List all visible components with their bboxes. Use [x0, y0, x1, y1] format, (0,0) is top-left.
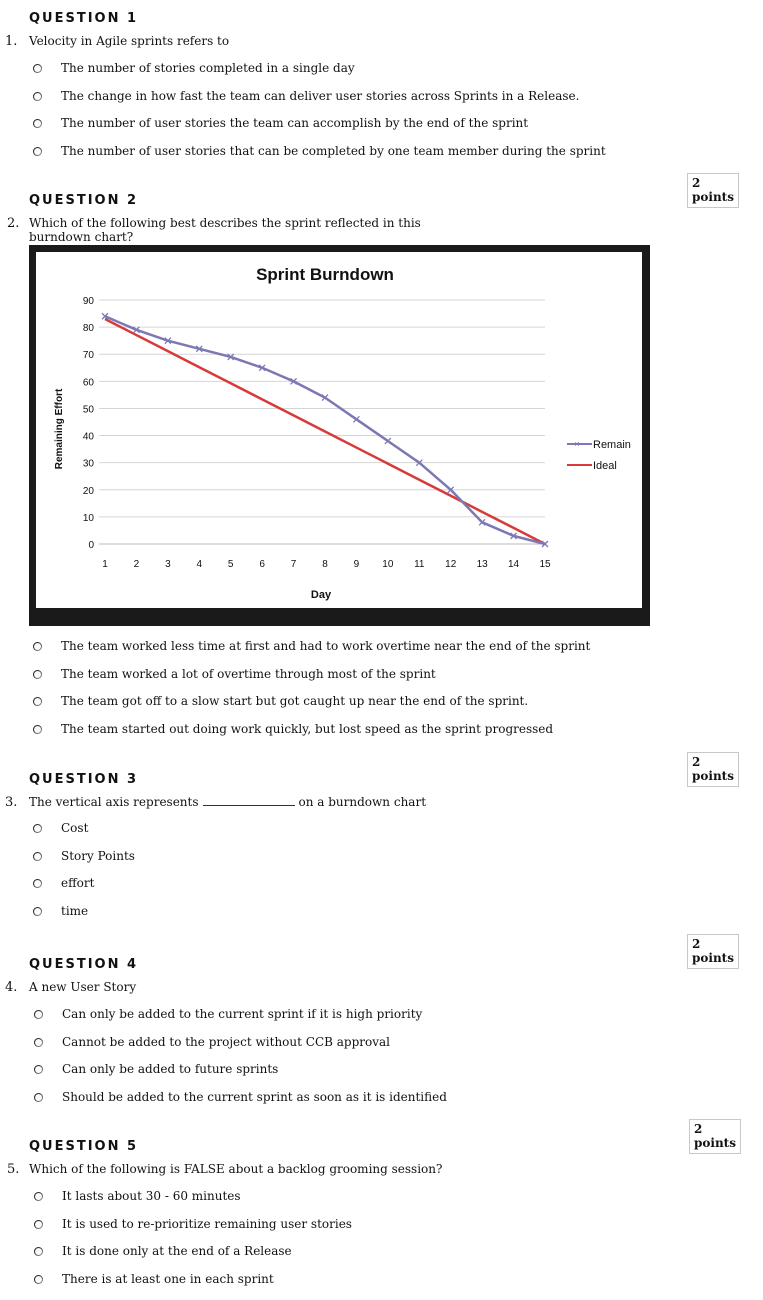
question-2-points: 2 points — [687, 752, 739, 787]
radio-button[interactable] — [33, 64, 42, 73]
question-4-text: A new User Story — [29, 980, 137, 994]
radio-button[interactable] — [34, 1275, 43, 1284]
x-tick-label: 10 — [382, 559, 394, 570]
legend-remain-marker: × — [574, 439, 580, 449]
question-2-number: 2. — [7, 216, 20, 231]
question-1-points: 2 points — [687, 173, 739, 208]
question-2-header: QUESTION 2 — [29, 193, 139, 208]
question-3-header: QUESTION 3 — [29, 772, 139, 787]
option-label: The number of user stories that can be completed by one team member during the sprint — [61, 144, 606, 158]
option-label: time — [61, 904, 89, 918]
question-5-number: 5. — [7, 1162, 20, 1177]
chart-title: Sprint Burndown — [256, 265, 394, 284]
question-5-header: QUESTION 5 — [29, 1139, 139, 1154]
option-label: The change in how fast the team can deliver user stories across Sprints in a Release. — [61, 89, 580, 103]
option-label: Cost — [61, 821, 89, 835]
question-3-text-before: The vertical axis represents — [29, 795, 199, 809]
x-tick-label: 7 — [290, 559, 297, 570]
burndown-chart-svg — [36, 252, 642, 608]
question-2-text-line-1: Which of the following best describes the sprint reflected in this — [29, 216, 421, 230]
option-label: Can only be added to the current sprint if it is high priority — [62, 1007, 423, 1021]
y-tick-label: 30 — [82, 458, 94, 470]
question-3-points: 2 points — [687, 934, 739, 969]
x-tick-label: 6 — [259, 559, 265, 570]
question-1-header: QUESTION 1 — [29, 11, 139, 26]
question-4-number: 4. — [5, 980, 18, 995]
chart-series — [102, 313, 548, 547]
option-label: Should be added to the current sprint as soon as it is identified — [62, 1090, 447, 1104]
y-tick-label: 60 — [82, 377, 94, 389]
option-label: It is done only at the end of a Release — [62, 1244, 292, 1258]
y-tick-label: 20 — [82, 485, 94, 497]
legend-remain-label: Remain — [593, 439, 631, 451]
chart-y-ticks — [83, 296, 95, 551]
question-4-header: QUESTION 4 — [29, 957, 139, 972]
chart-legend — [567, 439, 631, 472]
option-label: Cannot be added to the project without CCB approval — [62, 1035, 391, 1049]
question-5-text: Which of the following is FALSE about a backlog grooming session? — [29, 1162, 443, 1176]
radio-button[interactable] — [34, 1192, 43, 1201]
radio-button[interactable] — [33, 697, 42, 706]
y-tick-label: 0 — [88, 540, 94, 551]
option-label: It is used to re-prioritize remaining user stories — [62, 1217, 352, 1231]
radio-button[interactable] — [33, 92, 42, 101]
question-1-number: 1. — [5, 34, 18, 49]
radio-button[interactable] — [33, 642, 42, 651]
question-3-number: 3. — [5, 795, 18, 810]
y-tick-label: 70 — [82, 350, 94, 362]
y-tick-label: 40 — [82, 431, 94, 443]
radio-button[interactable] — [34, 1093, 43, 1102]
radio-button[interactable] — [34, 1220, 43, 1229]
radio-button[interactable] — [33, 824, 42, 833]
radio-button[interactable] — [33, 119, 42, 128]
question-4-points: 2 points — [689, 1119, 741, 1154]
y-tick-label: 90 — [82, 296, 94, 307]
x-tick-label: 14 — [508, 559, 520, 570]
legend-ideal-label: Ideal — [593, 460, 617, 472]
y-tick-label: 50 — [82, 404, 94, 416]
option-label: Story Points — [61, 849, 135, 863]
radio-button[interactable] — [34, 1010, 43, 1019]
radio-button[interactable] — [33, 907, 42, 916]
x-tick-label: 11 — [414, 559, 425, 570]
chart-grid — [99, 300, 545, 544]
option-label: It lasts about 30 - 60 minutes — [62, 1189, 241, 1203]
radio-button[interactable] — [34, 1038, 43, 1047]
option-label: The team got off to a slow start but got caught up near the end of the sprint. — [61, 694, 529, 708]
chart-y-axis-label: Remaining Effort — [54, 388, 65, 470]
radio-button[interactable] — [33, 852, 42, 861]
radio-button[interactable] — [33, 670, 42, 679]
x-tick-label: 4 — [196, 559, 203, 570]
option-label: The team worked less time at first and had to work overtime near the end of the sprint — [61, 639, 591, 653]
x-tick-label: 12 — [445, 559, 457, 570]
x-tick-label: 5 — [227, 559, 234, 570]
option-label: There is at least one in each sprint — [62, 1272, 274, 1286]
burndown-chart-frame — [29, 245, 650, 626]
x-tick-label: 3 — [165, 559, 171, 570]
question-1-text: Velocity in Agile sprints refers to — [29, 34, 230, 48]
answer-blank — [203, 795, 295, 806]
x-tick-label: 1 — [102, 559, 108, 570]
chart-x-axis-label: Day — [310, 589, 332, 601]
question-3-text-after: on a burndown chart — [298, 795, 427, 809]
x-tick-label: 2 — [133, 559, 140, 570]
option-label: effort — [61, 876, 95, 890]
option-label: The number of user stories the team can accomplish by the end of the sprint — [61, 116, 529, 130]
radio-button[interactable] — [33, 147, 42, 156]
question-3-text — [29, 795, 426, 809]
option-label: The team started out doing work quickly, but lost speed as the sprint progressed — [61, 722, 554, 736]
option-label: Can only be added to future sprints — [62, 1062, 279, 1076]
radio-button[interactable] — [33, 725, 42, 734]
y-tick-label: 80 — [82, 323, 94, 335]
series-ideal-line — [105, 319, 545, 544]
y-tick-label: 10 — [82, 512, 94, 524]
option-label: The number of stories completed in a single day — [61, 61, 355, 75]
radio-button[interactable] — [33, 879, 42, 888]
radio-button[interactable] — [34, 1247, 43, 1256]
radio-button[interactable] — [34, 1065, 43, 1074]
question-2-text-line-2: burndown chart? — [29, 230, 134, 244]
option-label: The team worked a lot of overtime through most of the sprint — [61, 667, 436, 681]
question-2-text — [29, 216, 421, 244]
x-tick-label: 15 — [539, 559, 551, 570]
x-tick-label: 13 — [476, 559, 488, 570]
x-tick-label: 9 — [353, 559, 360, 570]
chart-x-ticks — [102, 559, 551, 570]
burndown-chart — [36, 252, 642, 608]
x-tick-label: 8 — [322, 559, 328, 570]
